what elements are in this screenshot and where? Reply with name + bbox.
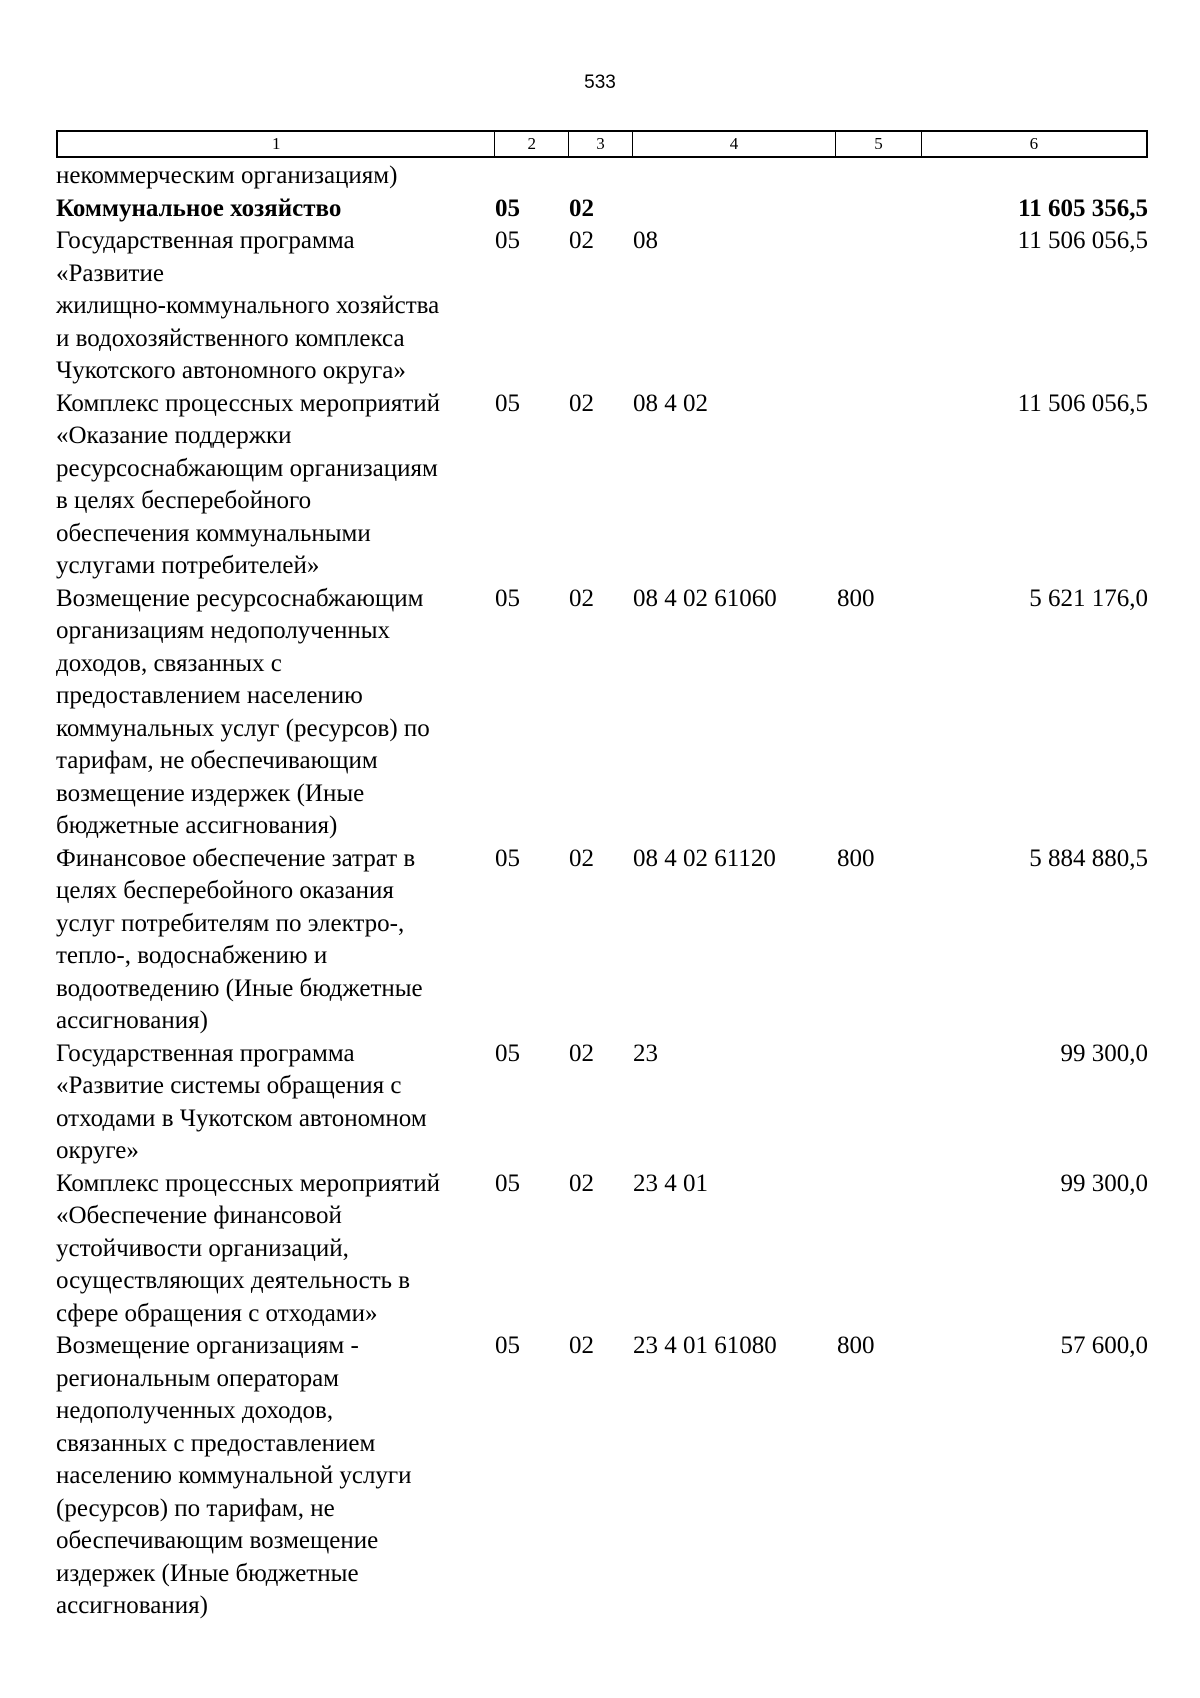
- row-amount-cell: 5 621 176,0: [1029, 584, 1148, 612]
- row-name-cell: некоммерческим организациям): [56, 162, 398, 189]
- row-subsection-cell: 02: [569, 1169, 594, 1197]
- row-name-cell: Комплекс процессных мероприятий «Обеспечение финансовой устойчивости организаций, осуществляющих деятельность в сфере обращения с отходами»: [56, 1169, 441, 1327]
- row-amount-cell: 99 300,0: [1060, 1039, 1148, 1067]
- row-target-article-cell: 23: [633, 1039, 658, 1067]
- header-col-5: 5: [836, 132, 922, 156]
- page-number: 533: [584, 72, 616, 93]
- header-col-6: 6: [1029, 134, 1039, 153]
- row-section-cell: 05: [495, 1039, 520, 1067]
- row-subsection-cell: 02: [569, 844, 594, 872]
- row-target-article-cell: [633, 193, 837, 226]
- row-section-cell: 05: [495, 1332, 520, 1359]
- row-section-cell: 05: [495, 227, 520, 254]
- table-row: [56, 843, 1148, 1038]
- row-name-cell: Государственная программа «Развитие системы обращения с отходами в Чукотском автономном округе»: [56, 1039, 427, 1164]
- row-target-article-cell: 08 4 02 61060: [633, 584, 777, 612]
- row-amount-cell: 5 884 880,5: [1029, 844, 1148, 872]
- row-section-cell: 05: [495, 844, 520, 872]
- row-name-cell: Комплекс процессных мероприятий «Оказание поддержки ресурсоснабжающим организациям в целях бесперебойного обеспечения коммунальными услугами потребителей»: [56, 389, 441, 579]
- header-col-4: 4: [633, 132, 836, 156]
- header-col-1: 1: [58, 132, 495, 156]
- table-row: [56, 583, 1148, 843]
- row-amount-cell: [923, 160, 1148, 193]
- row-subsection-cell: 02: [569, 389, 594, 417]
- row-target-article-cell: 23 4 01 61080: [633, 1332, 777, 1359]
- table-row: [56, 1038, 1148, 1168]
- row-subsection-cell: 02: [569, 584, 594, 612]
- table-row: [56, 388, 1148, 583]
- row-target-article-cell: 08 4 02 61120: [633, 844, 776, 872]
- table-body: [56, 160, 1148, 1623]
- row-subsection-cell: 02: [569, 1039, 594, 1067]
- row-amount-cell: 11 506 056,5: [1017, 389, 1148, 417]
- row-expense-type-cell: [837, 388, 923, 583]
- table-row: [56, 160, 1148, 193]
- table-row: [56, 193, 1148, 226]
- row-amount-cell: 99 300,0: [1060, 1169, 1148, 1197]
- row-section-cell: [495, 160, 569, 193]
- row-subsection-cell: 02: [569, 194, 594, 222]
- header-col-3: 3: [569, 132, 633, 156]
- table-header: [56, 130, 1148, 158]
- row-target-article-cell: [633, 160, 837, 193]
- table-row: [56, 1168, 1148, 1331]
- row-name-cell: Коммунальное хозяйство: [56, 194, 342, 222]
- row-subsection-cell: 02: [569, 227, 594, 254]
- row-name-cell: Финансовое обеспечение затрат в целях бесперебойного оказания услуг потребителям по электро-, тепло-, водоснабжению и водоотведению (Иные бюджетные ассигнования): [56, 844, 423, 1034]
- row-amount-cell: 11 605 356,5: [1018, 194, 1148, 222]
- header-col-2: 2: [495, 132, 569, 156]
- row-expense-type-cell: [837, 1038, 923, 1168]
- row-section-cell: 05: [495, 1169, 520, 1197]
- row-target-article-cell: 23 4 01: [633, 1169, 708, 1197]
- row-expense-type-cell: 800: [837, 584, 875, 612]
- row-subsection-cell: [569, 160, 633, 193]
- row-section-cell: 05: [495, 389, 520, 417]
- row-expense-type-cell: [837, 160, 923, 193]
- row-name-cell: Государственная программа «Развитие жилищно-коммунального хозяйства и водохозяйственного комплекса Чукотского автономного округа»: [56, 227, 440, 384]
- row-expense-type-cell: [837, 225, 923, 388]
- row-expense-type-cell: 800: [837, 844, 875, 872]
- row-name-cell: Возмещение ресурсоснабжающим организациям недополученных доходов, связанных с предоставлением населению коммунальных услуг (ресурсов) по тарифам, не обеспечивающим возмещение издержек (Иные бюджетные ассигнования): [56, 584, 430, 839]
- row-amount-cell: 57 600,0: [1060, 1332, 1148, 1359]
- row-expense-type-cell: 800: [837, 1332, 875, 1359]
- row-target-article-cell: 08 4 02: [633, 389, 708, 417]
- row-expense-type-cell: [837, 1168, 923, 1331]
- table-row: [56, 1330, 1148, 1623]
- row-name-cell: Возмещение организациям - региональным операторам недополученных доходов, связанных с предоставлением населению коммунальной услуги (ресурсов) по тарифам, не обеспечивающим возмещение издержек (Иные бюджетные ассигнования): [56, 1332, 412, 1619]
- row-target-article-cell: 08: [633, 227, 658, 254]
- row-expense-type-cell: [837, 193, 923, 226]
- row-section-cell: 05: [495, 584, 520, 612]
- row-subsection-cell: 02: [569, 1332, 594, 1359]
- table-row: [56, 225, 1148, 388]
- row-amount-cell: 11 506 056,5: [1017, 227, 1148, 254]
- row-section-cell: 05: [495, 194, 520, 222]
